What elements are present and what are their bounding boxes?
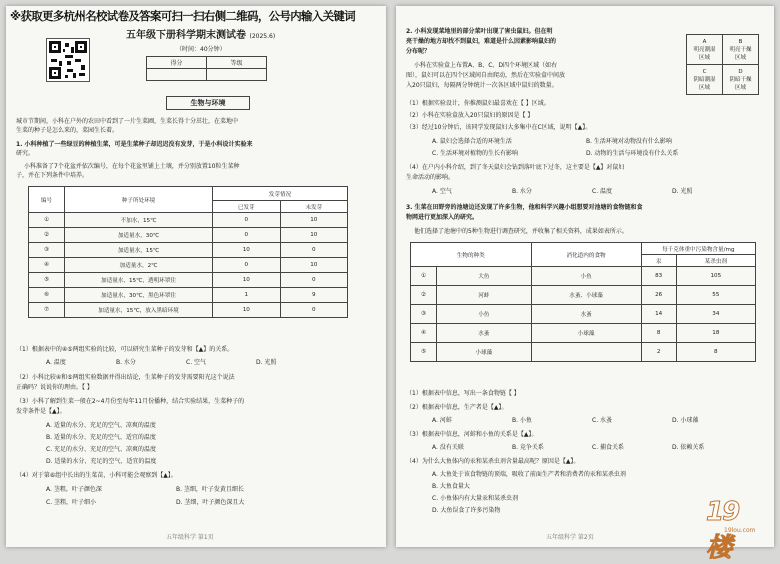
option: A. 鼠妇会选择合适的环境生活 [432, 138, 512, 145]
q3-stem: 3. 生菜在田野旁的池塘边还发现了许多生物，他和科学兴趣小组想要对池塘的食物链和食 [406, 204, 643, 211]
table-header: 已发芽 [213, 201, 281, 213]
option: B. 生活环境对动物没有什么影响 [586, 138, 672, 145]
intro-line: 城市节期间，小科在户外的农田中看到了一片生菜圃，生菜长得十分茁壮，在菜地中 [16, 118, 239, 125]
option: A. 茎粗，叶子颜色深 [46, 486, 102, 493]
q3-4: （4）为什么大鱼体内的汞和某杀虫剂含量最高呢？原因是【▲】。 [406, 458, 580, 465]
table-header: 未发芽 [280, 201, 348, 213]
table-header: 汞 [641, 255, 676, 267]
table-header: 生物的种类 [411, 243, 532, 267]
region-a: A 明亮潮湿 区域 [687, 35, 723, 65]
q1-1: （1）根据表中的④⑤两组实验的比较，可以研究生菜种子的发芽和【▲】的关系。 [16, 346, 234, 353]
option: B. 大鱼食量大 [432, 483, 470, 490]
q1-text: 小科准备了7个花盆并依次编号，在每个花盆里铺上土壤，并分别放置10粒生菜种 [24, 163, 240, 170]
q2-stem: 分布呢？ [406, 48, 431, 55]
promo-banner: ※获取更多杭州名校试卷及答案可扫一扫右侧二维码，公号内输入关键词 [10, 9, 355, 23]
table-row: ⑤ 加适量水，15℃，透明环罩住 10 0 [29, 273, 348, 288]
region-box [686, 34, 759, 95]
score-table: 得分 等级 [146, 56, 267, 81]
option: B. 水分 [512, 188, 532, 195]
region-b: B 明亮干燥 区域 [723, 35, 759, 65]
table-header: 种子所处环境 [65, 187, 213, 213]
option: B. 茎细，叶子发黄且细长 [176, 486, 244, 493]
option: D. 依赖关系 [672, 444, 705, 451]
option: D. 光照 [256, 359, 277, 366]
q2-4: 生命活动的影响。 [406, 174, 455, 181]
option: C. 充足的水分、充足的空气、凉爽的温度 [46, 446, 157, 453]
option: C. 空气 [186, 359, 207, 366]
option: B. 适量的水分、充足的空气、适宜的温度 [46, 434, 156, 441]
table-row: ② 河蚌 水蚤、小球藻 26 55 [411, 286, 756, 305]
region-d: D 阴暗干燥 区域 [723, 65, 759, 95]
option: A. 适量的水分、充足的空气、凉爽的温度 [46, 422, 156, 429]
option: A. 空气 [432, 188, 452, 195]
table-header: 消化道内的食物 [531, 243, 641, 267]
germination-table [28, 186, 348, 318]
q1-stem: 研究。 [16, 150, 35, 157]
q3-3: （3）根据表中信息，河蚌和小鱼的关系是【▲】。 [406, 431, 538, 438]
q3-1[interactable]: （1）根据表中信息，写出一条食物链【 】 [406, 390, 520, 397]
option: A. 大鱼处于该食物链的顶端，吸收了前面生产者和消费者的汞和某杀虫剂 [432, 471, 626, 478]
option: D. 小球藻 [672, 417, 699, 424]
page-footer: 五年级科学 第1页 [166, 534, 214, 541]
intro-line: 生菜的种子是怎么来的，菜园生长着。 [16, 127, 119, 134]
table-header: 每千克体重中污染物含量/mg [641, 243, 755, 255]
table-header: 编号 [29, 187, 65, 213]
table-row: ③ 小鱼 水蚤 14 34 [411, 305, 756, 324]
q1-4: （4）对于第⑥组中长出的生菜苗，小科可能会观察到【▲】。 [16, 472, 177, 479]
left-page [6, 6, 386, 547]
exam-time: （时间：40分钟） [176, 46, 226, 53]
option: D. 动物的生活与环境没有什么关系 [586, 150, 679, 157]
option: B. 竞争关系 [512, 444, 544, 451]
q2-3: （3）经过10分钟后，该同学发现鼠妇大多集中在C区域，说明【▲】。 [406, 124, 592, 131]
table-row: ④ 水蚤 小球藻 8 18 [411, 324, 756, 343]
q2-4: （4）在户内小科介绍，到了冬天鼠妇会钻到落叶底下过冬，这主要是【▲】对鼠妇 [406, 164, 625, 171]
q3-2: （2）根据表中信息，生产者是【▲】。 [406, 404, 508, 411]
option: D. 光照 [672, 188, 693, 195]
exam-title: 五年级下册科学期末测试卷 (2025.6) [126, 30, 276, 41]
q2-2[interactable]: （2）小科在实验盒放入20只鼠妇的原因是【 】 [406, 112, 534, 119]
table-row: ⑥ 加适量水，30℃，黑色环罩住 1 9 [29, 288, 348, 303]
table-row: ⑦ 加适量水，15℃，放入黑暗环境 10 0 [29, 303, 348, 318]
q1-2: （2）小科比较④和⑤两组实验数据并得出结论，生菜种子的发芽需要阳光这个说法 [16, 374, 235, 381]
option: D. 大鱼误食了许多污染物 [432, 507, 501, 514]
q1-text: 子，并在下列条件中培养。 [16, 172, 89, 179]
table-row: ③ 加适量水，15℃ 10 0 [29, 243, 348, 258]
option: C. 小鱼体内有大量汞和某杀虫剂 [432, 495, 519, 502]
table-row: ④ 加适量水，2℃ 0 10 [29, 258, 348, 273]
qr-code-icon [46, 38, 90, 82]
q2-1[interactable]: （1）根据实验设计，你推测鼠妇最喜欢在【 】区域。 [406, 100, 550, 107]
option: D. 茎细，叶子颜色深且大 [176, 499, 245, 506]
section-title: 生物与环境 [166, 96, 250, 110]
table-row: ① 不加水，15℃ 0 10 [29, 213, 348, 228]
option: A. 温度 [46, 359, 66, 366]
q3-stem: 物网进行更加深入的研究。 [406, 214, 479, 221]
q2-text: 图），鼠妇可以在四个区域间自由爬动，然后在实验盒中间放 [406, 72, 566, 79]
region-c: C 阴暗潮湿 区域 [687, 65, 723, 95]
q1-3: （3）小科了解到生菜一般在2~4月份至每年11月份播种，结合实验结果，生菜种子的 [16, 398, 245, 405]
option: B. 小鱼 [512, 417, 532, 424]
q3-text: 他们选择了池塘中的5种生物进行调查研究，并收集了相关资料，成果如表所示。 [414, 228, 628, 235]
option: C. 温度 [592, 188, 613, 195]
table-header: 发芽情况 [213, 187, 348, 201]
q1-2-answer[interactable]: 正确吗？说说你的理由。【 】 [16, 384, 93, 391]
option: C. 茎粗，叶子细小 [46, 499, 97, 506]
q1-3: 发芽条件是【▲】。 [16, 408, 66, 415]
option: B. 水分 [116, 359, 136, 366]
option: C. 水蚤 [592, 417, 613, 424]
pollutant-table [410, 242, 756, 362]
site-watermark-logo: 19楼 19lou.com [706, 497, 756, 563]
q2-text: 小科在实验盒上布置A、B、C、D四个环境区域（如右 [414, 62, 558, 69]
option: A. 没有关联 [432, 444, 464, 451]
option: C. 生活环境对植物的生长有影响 [432, 150, 519, 157]
q2-stem: 亮干燥的地方却找不到鼠妇，难道是什么因素影响鼠妇的 [406, 38, 557, 45]
q2-text: 入20只鼠妇，每隔两分钟统计一次各区域中鼠妇的数量。 [406, 82, 558, 89]
q1-stem: 1. 小科种植了一些绿豆的种植生菜，可是生菜种子却迟迟没有发芽，于是小科设计实验来 [16, 141, 253, 148]
option: C. 捕食关系 [592, 444, 625, 451]
right-page [396, 6, 774, 563]
option: A. 河蚌 [432, 417, 452, 424]
table-row: ① 大鱼 小鱼 83 105 [411, 267, 756, 286]
table-row: ⑤ 小球藻 2 8 [411, 343, 756, 362]
page-footer: 五年级科学 第2页 [546, 534, 594, 541]
q2-stem: 2. 小科发现菜地里的部分菜叶出现了害虫鼠妇。但在明 [406, 28, 553, 35]
option: D. 适量的水分、充足的空气、适宜的温度 [46, 458, 157, 465]
table-row: ② 加适量水，30℃ 0 10 [29, 228, 348, 243]
table-header: 某杀虫剂 [676, 255, 755, 267]
